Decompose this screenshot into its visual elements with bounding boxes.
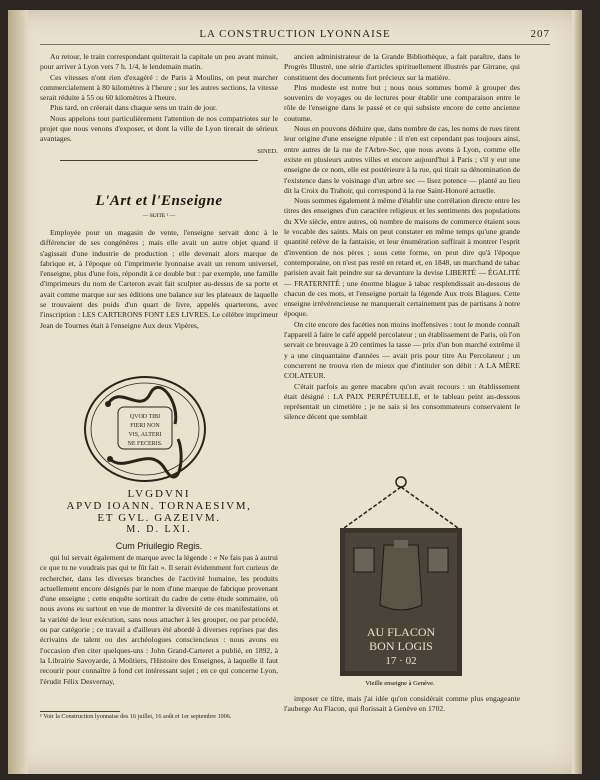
paragraph: Ces vitesses n'ont rien d'exagéré : de Paris à Moulins, on peut marcher commercialement à 80 kilomètres à l'heure ; sur les autres sections, la vitesse serait réduite à 55 ou 60 kilomètres à l'heure. — [40, 72, 278, 103]
emblem-motto-line: NE FECERIS. — [127, 441, 163, 447]
section-title: L'Art et l'Enseigne — [95, 193, 223, 209]
paragraph: Nous appelons tout particulièrement l'attention de nos compatriotes sur le projet que nous venons d'exposer, et dont la ville de Lyon tirerait de sérieux avantages. — [40, 113, 278, 144]
sign-text-line: 17 · 02 — [385, 655, 417, 667]
running-title: LA CONSTRUCTION LYONNAISE — [199, 28, 391, 40]
page-binding — [8, 10, 28, 774]
imprint-line: APVD IOANN. TORNAESIVM, — [66, 500, 252, 512]
section-divider — [60, 160, 258, 161]
paragraph: Nous en pouvons déduire que, dans nombre de cas, les noms de rues tirent leur origine d'une enseigne réputée : il n'en est cependant pas toujours ainsi, entre autres de la rue de l'Arbre-Sec, que nous avons à Lyon, comme elle existe en plusieurs autres villes et encore aujourd'hui à Paris ; s'il y eut une enseigne de ce nom, elle est postérieure à la rue, qui tirait sa dénomination de l'existence dans le voisinage d'un arbre sec — lisez potence — planté au lieu dit la Croix du Trahoir, qui correspond à la rue Saint-Honoré actuelle. — [284, 124, 520, 195]
emblem-motto-line: FIERI NON — [130, 423, 160, 429]
figure-caption: Vieille enseigne à Genève. — [365, 680, 435, 687]
section-subtitle: — SUITE ¹ — — [142, 213, 176, 219]
hanging-sign-illustration — [336, 470, 466, 680]
paragraph: On cite encore des facéties non moins inoffensives : tout le monde connaît l'appareil à faire le café appelé percolateur ; un établissement de Paris, où l'on servait ce breuvage à 20 centimes la tasse — prix d'un bon marché extrême il y a une cinquantaine d'années — avait pris pour titre Au Percolateur ; un concurrent ne trouva rien de mieux que d'intituler son débit : A LA MÈRE COLATEUR. — [284, 319, 520, 381]
paragraph: Au retour, le train correspondant quitterait la capitale un peu avant minuit, pour arriver à Lyon vers 7 h. 1/4, le lendemain matin. — [40, 52, 278, 72]
paragraph: qui lui servait également de marque avec la légende : « Ne fais pas à autrui ce que tu ne voudrais pas qui te fût fait ». Il serait évidemment fort curieux de rechercher, dans les diverses branches de l'activité humaine, les produits actuellement encore désignés par le nom d'une marque de fabrique provenant d'une enseigne ; cette enquête sortirait du cadre de cette étude sommaire, où nous avons eu surtout en vue de montrer la diversité de ces manifestations et la variété de leur exécution, sans nous attacher à les grouper, ou par procédé, ou par catégorie ; ce travail a d'ailleurs été abordé à diverses reprises par des écrivains de talent ou des archéologues consciencieux : nous avons eu l'occasion d'en citer quelques-uns : John Grand-Carteret a publié, en 1892, à la Librairie Savoyarde, à Moûtiers, l'Histoire des Enseignes, à laquelle il faut recourir pour connaître à fond cet intéressant sujet ; en ce qui concerne Lyon, l'érudit Félix Desvernay, — [40, 553, 278, 686]
left-column-intro — [40, 228, 278, 331]
imprint-line: Cum Priuilegio Regis. — [115, 541, 203, 551]
paragraph: imposer ce titre, mais j'ai idée qu'on considérait comme plus engageante l'auberge Au Flacon, qui florissait à Genève en 1702. — [284, 694, 520, 714]
emblem-motto-line: QVOD TIBI — [129, 414, 161, 420]
running-header — [40, 28, 550, 45]
right-column-end — [284, 694, 520, 715]
left-column-top — [40, 52, 278, 165]
footnote: ¹ Voir la Construction lyonnaise des 16 juillet, 16 août et 1er septembre 1906. — [40, 713, 232, 720]
page-number: 207 — [530, 28, 550, 40]
paragraph: ancien administrateur de la Grande Bibliothèque, a fait paraître, dans le Progrès Illustré, une série d'articles spirituellement illustrés par Girrane, qui constituent des documents fort précieux sur la matière. — [284, 52, 520, 82]
paragraph: Employée pour un magasin de vente, l'enseigne servait donc à le différencier de ses congénères ; mais elle avait un autre objet quand il s'agissait d'une industrie de production ; elle devenait alors marque de fabrique et, à l'époque où l'imprimerie lyonnaise avait un renom universel, l'enseigne, plus d'une fois, répondit à ce double but : par exemple, une famille d'imprimeurs du nom de Carteron avait fait sculpter au-dessus de sa porte et avait comme marque sur ses éditions une balance sur les plateaux de laquelle se trouvaient des poids d'un quart de livre, appelés quarterons, avec l'inscription : LES CARTERONS FONT LES LIVRES. Le célèbre imprimeur Jean de Tournes était à l'enseigne Aux deux Vipères, — [40, 228, 278, 330]
printer-imprint — [40, 488, 278, 551]
printer-mark-emblem — [80, 374, 210, 484]
page-edge — [572, 10, 582, 774]
article-signature: SINED. — [257, 147, 278, 155]
emblem-motto-line: VIS, ALTERI — [128, 432, 162, 438]
imprint-line: ET GVL. GAZEIVM. — [97, 512, 221, 524]
imprint-line: LVGDVNI — [127, 488, 191, 500]
imprint-line: M. D. LXI. — [126, 524, 192, 535]
right-column — [284, 52, 520, 423]
sign-text-line: BON LOGIS — [369, 639, 433, 653]
paragraph: C'était parfois au genre macabre qu'on avait recours : un établissement était désigné : LA PAIX PERPÉTUELLE, et le tableau peint au-dessous représentait un cimetière ; je ne sais si les consommateurs conservaient le silence décent que semblait — [284, 381, 520, 422]
paragraph: Plus tard, on créerait dans chaque sens un train de jour. — [50, 103, 218, 113]
paragraph: Plus modeste est notre but ; nous nous sommes borné à grouper des souvenirs de voyages ou de lectures pour établir une comparaison entre le rôle de l'enseigne dans le passé et ce qui subsiste encore de cette ancienne coutume. — [284, 82, 520, 123]
footnote-divider — [40, 711, 120, 712]
sign-text-line: AU FLACON — [366, 625, 436, 639]
left-column-bottom — [40, 553, 278, 687]
paragraph: Nous sommes également à même d'établir une corrélation directe entre les titres des enseignes d'un caractère religieux et les sentiments des populations du XVe siècle, entre autres, où nombre de maisons de commerce étaient sous le vocable des saints. Mais on peut constater en même temps qu'une grande quantité relève de la fantaisie, et leur énumération suffirait à montrer l'esprit d'invention de nos pères ; sous cette forme, on peut dire qu'à l'époque contemporaine, on n'est pas resté en retard et, en 1848, un marchand de tabac parisien avait fait peindre sur sa devanture la devise LIBERTÉ — ÉGALITÉ — FRATERNITÉ ; une énorme blague à tabac resplendissait au-dessous de chacun de ces mots, et l'enseigne portait la légende Aux trois Blagues. Cette enseigne irrévérencieuse ne manquerait certainement pas de partisans à notre époque. — [284, 196, 520, 319]
